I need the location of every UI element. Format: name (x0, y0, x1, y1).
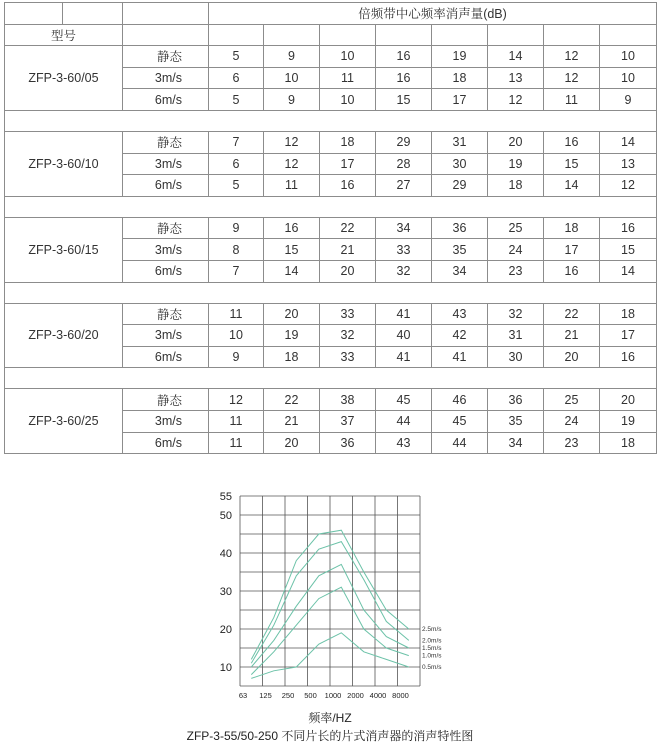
value-cell: 14 (600, 131, 657, 153)
value-cell: 41 (376, 346, 432, 368)
header-blank-cell (600, 24, 657, 46)
speed-cell: 3m/s (123, 67, 209, 89)
value-cell: 22 (264, 389, 320, 411)
model-cell: ZFP-3-60/10 (5, 131, 123, 196)
value-cell: 21 (264, 410, 320, 432)
value-cell: 22 (544, 303, 600, 325)
value-cell: 18 (600, 432, 657, 454)
value-cell: 18 (488, 175, 544, 197)
value-cell: 19 (264, 325, 320, 347)
x-tick-label: 1000 (324, 691, 342, 700)
y-tick-label: 40 (219, 548, 232, 560)
value-cell: 27 (376, 175, 432, 197)
speed-cell: 6m/s (123, 175, 209, 197)
value-cell: 12 (544, 67, 600, 89)
value-cell: 23 (488, 260, 544, 282)
series-label: 0.5m/s (422, 664, 442, 671)
model-cell: ZFP-3-60/15 (5, 217, 123, 282)
header-blank-cell (264, 24, 320, 46)
model-label-cell: 型号 (5, 24, 123, 46)
value-cell: 13 (488, 67, 544, 89)
value-cell: 32 (320, 325, 376, 347)
value-cell: 37 (320, 410, 376, 432)
value-cell: 18 (320, 131, 376, 153)
value-cell: 44 (432, 432, 488, 454)
speed-cell: 3m/s (123, 153, 209, 175)
speed-cell: 静态 (123, 131, 209, 153)
speed-cell: 3m/s (123, 410, 209, 432)
value-cell: 16 (544, 260, 600, 282)
value-cell: 33 (320, 346, 376, 368)
value-cell: 29 (432, 175, 488, 197)
spacer-cell (5, 196, 657, 217)
value-cell: 20 (488, 131, 544, 153)
value-cell: 16 (376, 46, 432, 68)
value-cell: 36 (320, 432, 376, 454)
table-header-row (5, 3, 657, 25)
value-cell: 41 (376, 303, 432, 325)
value-cell: 32 (488, 303, 544, 325)
header-blank-cell (63, 3, 123, 25)
value-cell: 16 (600, 346, 657, 368)
value-cell: 10 (320, 89, 376, 111)
value-cell: 24 (488, 239, 544, 261)
series-label: 1.5m/s (422, 645, 442, 652)
value-cell: 45 (432, 410, 488, 432)
value-cell: 12 (209, 389, 264, 411)
value-cell: 28 (376, 153, 432, 175)
table-row (5, 389, 657, 411)
header-blank-cell (320, 24, 376, 46)
value-cell: 22 (320, 217, 376, 239)
spacer-cell (5, 282, 657, 303)
value-cell: 11 (209, 432, 264, 454)
table-row (5, 217, 657, 239)
value-cell: 20 (600, 389, 657, 411)
x-tick-label: 500 (304, 691, 317, 700)
value-cell: 30 (488, 346, 544, 368)
chart-svg (180, 488, 480, 728)
speed-cell: 静态 (123, 217, 209, 239)
value-cell: 14 (264, 260, 320, 282)
value-cell: 41 (432, 346, 488, 368)
value-cell: 44 (376, 410, 432, 432)
value-cell: 25 (488, 217, 544, 239)
attenuation-table-container (4, 2, 656, 454)
value-cell: 10 (320, 46, 376, 68)
value-cell: 9 (264, 89, 320, 111)
value-cell: 16 (600, 217, 657, 239)
series-label: 2.0m/s (422, 637, 442, 645)
attenuation-table (4, 2, 657, 454)
y-tick-label: 55 (219, 491, 232, 503)
value-cell: 34 (376, 217, 432, 239)
value-cell: 12 (544, 46, 600, 68)
header-blank-cell (123, 3, 209, 25)
header-blank-cell (123, 24, 209, 46)
value-cell: 15 (264, 239, 320, 261)
value-cell: 17 (432, 89, 488, 111)
value-cell: 11 (264, 175, 320, 197)
value-cell: 17 (320, 153, 376, 175)
table-row (5, 46, 657, 68)
value-cell: 16 (544, 131, 600, 153)
value-cell: 5 (209, 175, 264, 197)
x-axis-label: 频率/HZ (308, 711, 352, 725)
value-cell: 20 (544, 346, 600, 368)
table-row (5, 131, 657, 153)
header-title-cell: 倍频带中心频率消声量(dB) (209, 3, 657, 25)
value-cell: 38 (320, 389, 376, 411)
value-cell: 30 (432, 153, 488, 175)
value-cell: 33 (320, 303, 376, 325)
value-cell: 32 (376, 260, 432, 282)
value-cell: 36 (488, 389, 544, 411)
series-label: 1.0m/s (422, 652, 442, 660)
value-cell: 9 (209, 346, 264, 368)
model-cell: ZFP-3-60/05 (5, 46, 123, 111)
value-cell: 16 (264, 217, 320, 239)
value-cell: 35 (432, 239, 488, 261)
value-cell: 31 (488, 325, 544, 347)
model-cell: ZFP-3-60/25 (5, 389, 123, 454)
value-cell: 12 (488, 89, 544, 111)
value-cell: 7 (209, 131, 264, 153)
value-cell: 12 (264, 131, 320, 153)
value-cell: 9 (209, 217, 264, 239)
value-cell: 7 (209, 260, 264, 282)
x-tick-label: 63 (238, 691, 248, 700)
table-spacer-row (5, 282, 657, 303)
value-cell: 8 (209, 239, 264, 261)
header-blank-cell (209, 24, 264, 46)
value-cell: 40 (376, 325, 432, 347)
header-blank-cell (5, 3, 63, 25)
speed-cell: 6m/s (123, 89, 209, 111)
header-blank-cell (376, 24, 432, 46)
y-tick-label: 30 (219, 586, 232, 598)
value-cell: 17 (544, 239, 600, 261)
value-cell: 17 (600, 325, 657, 347)
value-cell: 18 (600, 303, 657, 325)
value-cell: 5 (209, 46, 264, 68)
value-cell: 15 (544, 153, 600, 175)
value-cell: 12 (264, 153, 320, 175)
value-cell: 9 (600, 89, 657, 111)
value-cell: 21 (544, 325, 600, 347)
value-cell: 34 (432, 260, 488, 282)
value-cell: 24 (544, 410, 600, 432)
value-cell: 29 (376, 131, 432, 153)
value-cell: 46 (432, 389, 488, 411)
value-cell: 10 (600, 46, 657, 68)
value-cell: 15 (376, 89, 432, 111)
table-spacer-row (5, 196, 657, 217)
value-cell: 19 (600, 410, 657, 432)
speed-cell: 静态 (123, 389, 209, 411)
value-cell: 13 (600, 153, 657, 175)
value-cell: 34 (488, 432, 544, 454)
value-cell: 14 (544, 175, 600, 197)
value-cell: 18 (544, 217, 600, 239)
value-cell: 36 (432, 217, 488, 239)
value-cell: 6 (209, 153, 264, 175)
speed-cell: 6m/s (123, 346, 209, 368)
speed-cell: 6m/s (123, 432, 209, 454)
x-tick-label: 125 (259, 691, 272, 700)
x-tick-label: 8000 (392, 691, 409, 700)
x-tick-label: 250 (281, 691, 295, 700)
value-cell: 11 (209, 303, 264, 325)
attenuation-chart (180, 488, 480, 747)
x-tick-label: 4000 (369, 691, 387, 700)
value-cell: 35 (488, 410, 544, 432)
speed-cell: 6m/s (123, 260, 209, 282)
table-header-row (5, 24, 657, 46)
value-cell: 31 (432, 131, 488, 153)
speed-cell: 静态 (123, 303, 209, 325)
value-cell: 11 (320, 67, 376, 89)
value-cell: 10 (209, 325, 264, 347)
value-cell: 14 (488, 46, 544, 68)
spacer-cell (5, 110, 657, 131)
value-cell: 10 (600, 67, 657, 89)
value-cell: 16 (376, 67, 432, 89)
value-cell: 19 (488, 153, 544, 175)
value-cell: 9 (264, 46, 320, 68)
value-cell: 18 (432, 67, 488, 89)
model-cell: ZFP-3-60/20 (5, 303, 123, 368)
y-tick-label: 20 (219, 624, 232, 636)
y-tick-label: 50 (219, 510, 232, 522)
table-row (5, 303, 657, 325)
value-cell: 14 (600, 260, 657, 282)
speed-cell: 静态 (123, 46, 209, 68)
value-cell: 42 (432, 325, 488, 347)
table-spacer-row (5, 368, 657, 389)
value-cell: 6 (209, 67, 264, 89)
x-tick-label: 2000 (347, 691, 364, 700)
value-cell: 12 (600, 175, 657, 197)
value-cell: 43 (376, 432, 432, 454)
value-cell: 11 (209, 410, 264, 432)
table-spacer-row (5, 110, 657, 131)
value-cell: 23 (544, 432, 600, 454)
header-blank-cell (488, 24, 544, 46)
value-cell: 45 (376, 389, 432, 411)
speed-cell: 3m/s (123, 239, 209, 261)
value-cell: 20 (264, 303, 320, 325)
value-cell: 10 (264, 67, 320, 89)
chart-caption: ZFP-3-55/50-250 不同片长的片式消声器的消声特性图 (186, 729, 474, 743)
spacer-cell (5, 368, 657, 389)
series-label: 2.5m/s (422, 626, 442, 633)
value-cell: 21 (320, 239, 376, 261)
value-cell: 11 (544, 89, 600, 111)
header-blank-cell (432, 24, 488, 46)
header-blank-cell (544, 24, 600, 46)
value-cell: 20 (320, 260, 376, 282)
value-cell: 19 (432, 46, 488, 68)
value-cell: 18 (264, 346, 320, 368)
value-cell: 25 (544, 389, 600, 411)
value-cell: 43 (432, 303, 488, 325)
value-cell: 15 (600, 239, 657, 261)
value-cell: 20 (264, 432, 320, 454)
speed-cell: 3m/s (123, 325, 209, 347)
y-tick-label: 10 (219, 662, 232, 674)
value-cell: 5 (209, 89, 264, 111)
value-cell: 16 (320, 175, 376, 197)
value-cell: 33 (376, 239, 432, 261)
